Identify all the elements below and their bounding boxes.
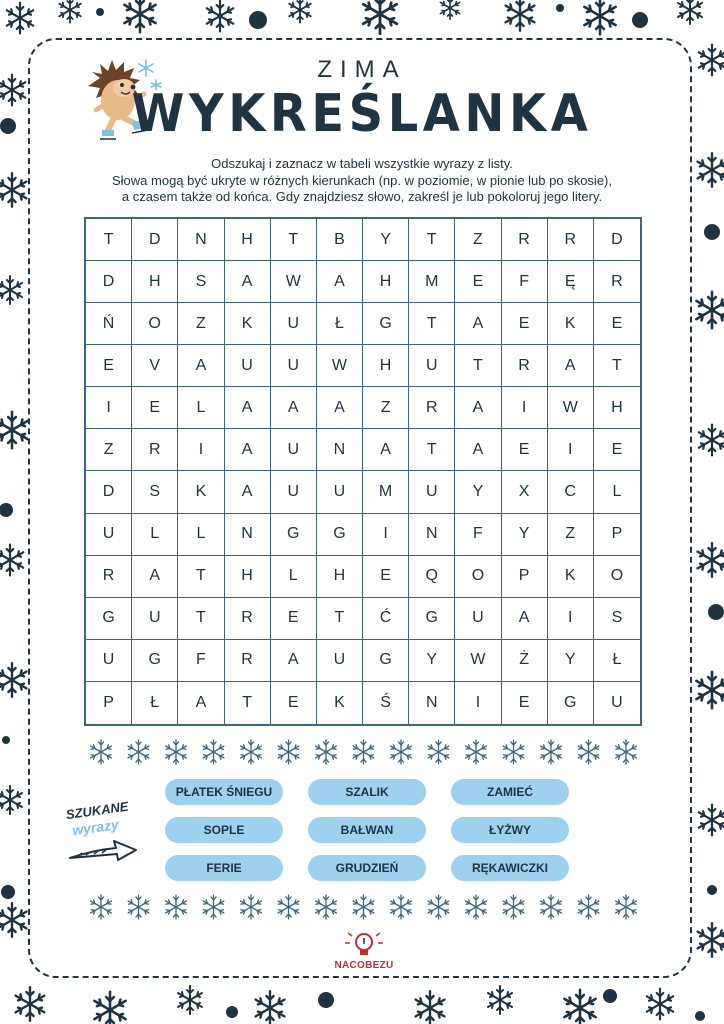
grid-cell[interactable]: M bbox=[363, 471, 409, 513]
snowflake-icon bbox=[241, 895, 262, 919]
grid-cell[interactable]: R bbox=[502, 345, 548, 387]
grid-cell[interactable]: Ę bbox=[548, 261, 594, 303]
grid-cell[interactable]: Y bbox=[548, 640, 594, 682]
word-pill: FERIE bbox=[165, 855, 283, 881]
grid-cell[interactable]: L bbox=[594, 471, 640, 513]
grid-cell[interactable]: U bbox=[86, 514, 132, 556]
grid-cell[interactable]: T bbox=[409, 303, 455, 345]
word-list-label-top: SZUKANE bbox=[64, 798, 130, 823]
grid-cell[interactable]: N bbox=[409, 514, 455, 556]
grid-cell[interactable]: U bbox=[271, 303, 317, 345]
grid-cell[interactable]: R bbox=[594, 261, 640, 303]
grid-cell[interactable]: A bbox=[225, 387, 271, 429]
grid-cell[interactable]: I bbox=[502, 387, 548, 429]
grid-cell[interactable]: H bbox=[363, 261, 409, 303]
grid-cell[interactable]: Ś bbox=[363, 682, 409, 724]
snowflake-icon bbox=[503, 740, 524, 764]
grid-cell[interactable]: N bbox=[409, 682, 455, 724]
worksheet-subtitle: ZIMA bbox=[317, 56, 407, 83]
grid-cell[interactable]: I bbox=[178, 429, 224, 471]
grid-cell[interactable]: U bbox=[225, 345, 271, 387]
snowflake-icon bbox=[503, 895, 524, 919]
snowflake-icon bbox=[278, 740, 299, 764]
instruction-line: Odszukaj i zaznacz w tabeli wszystkie wyrazy z listy. bbox=[211, 156, 513, 171]
grid-cell[interactable]: V bbox=[132, 345, 178, 387]
snowflake-icon bbox=[541, 740, 562, 764]
grid-cell[interactable]: G bbox=[271, 514, 317, 556]
grid-cell[interactable]: U bbox=[409, 345, 455, 387]
grid-cell[interactable]: U bbox=[455, 598, 501, 640]
grid-cell[interactable]: E bbox=[363, 556, 409, 598]
grid-cell[interactable]: G bbox=[548, 682, 594, 724]
grid-cell[interactable]: I bbox=[548, 429, 594, 471]
snowflake-icon bbox=[166, 895, 187, 919]
word-list-label-bottom: wyrazy bbox=[71, 816, 120, 839]
snowflake-icon bbox=[166, 740, 187, 764]
grid-cell[interactable]: K bbox=[548, 303, 594, 345]
worksheet-title: WYKREŚLANKA bbox=[131, 84, 593, 144]
grid-cell[interactable]: Y bbox=[502, 514, 548, 556]
grid-cell[interactable]: K bbox=[548, 556, 594, 598]
grid-cell[interactable]: U bbox=[271, 345, 317, 387]
grid-cell[interactable]: H bbox=[132, 261, 178, 303]
snowflake-icon bbox=[316, 895, 337, 919]
snowflake-icon bbox=[91, 740, 112, 764]
grid-cell[interactable]: Ć bbox=[363, 598, 409, 640]
grid-cell[interactable]: M bbox=[409, 261, 455, 303]
snowflake-icon bbox=[616, 740, 637, 764]
grid-cell[interactable]: U bbox=[86, 640, 132, 682]
grid-cell[interactable]: P bbox=[86, 682, 132, 724]
grid-cell[interactable]: T bbox=[271, 219, 317, 261]
grid-cell[interactable]: Y bbox=[455, 471, 501, 513]
grid-cell[interactable]: Z bbox=[363, 387, 409, 429]
grid-cell[interactable]: I bbox=[86, 387, 132, 429]
grid-cell[interactable]: R bbox=[225, 640, 271, 682]
snowflake-icon bbox=[91, 895, 112, 919]
grid-cell[interactable]: F bbox=[455, 514, 501, 556]
grid-cell[interactable]: W bbox=[455, 640, 501, 682]
grid-cell[interactable]: N bbox=[178, 219, 224, 261]
szukane-wyrazy-label bbox=[64, 798, 144, 868]
grid-cell[interactable]: O bbox=[132, 303, 178, 345]
grid-cell[interactable]: G bbox=[132, 640, 178, 682]
grid-cell[interactable]: Ń bbox=[86, 303, 132, 345]
grid-cell[interactable]: R bbox=[502, 219, 548, 261]
instructions bbox=[80, 156, 644, 206]
grid-cell[interactable]: E bbox=[86, 345, 132, 387]
grid-cell[interactable]: W bbox=[317, 345, 363, 387]
grid-cell[interactable]: A bbox=[225, 429, 271, 471]
grid-cell[interactable]: W bbox=[271, 261, 317, 303]
grid-cell[interactable]: A bbox=[225, 471, 271, 513]
grid-cell[interactable]: A bbox=[455, 429, 501, 471]
grid-cell[interactable]: Ł bbox=[132, 682, 178, 724]
word-pill: ŁYŻWY bbox=[451, 817, 569, 843]
grid-cell[interactable]: D bbox=[132, 219, 178, 261]
word-pill: ZAMIEĆ bbox=[451, 779, 569, 805]
snowflake-icon bbox=[391, 895, 412, 919]
word-pill: GRUDZIEŃ bbox=[308, 855, 426, 881]
grid-cell[interactable]: N bbox=[317, 429, 363, 471]
grid-cell[interactable]: A bbox=[178, 682, 224, 724]
grid-cell[interactable]: T bbox=[409, 429, 455, 471]
grid-cell[interactable]: U bbox=[271, 471, 317, 513]
grid-cell[interactable]: Ż bbox=[502, 640, 548, 682]
grid-cell[interactable]: O bbox=[594, 556, 640, 598]
snowflake-icon bbox=[278, 895, 299, 919]
snowflake-icon bbox=[353, 895, 374, 919]
grid-cell[interactable]: I bbox=[548, 598, 594, 640]
grid-cell[interactable]: K bbox=[178, 471, 224, 513]
grid-cell[interactable]: R bbox=[548, 219, 594, 261]
grid-cell[interactable]: A bbox=[271, 640, 317, 682]
snowflake-icon bbox=[128, 895, 149, 919]
grid-cell[interactable]: Ł bbox=[594, 640, 640, 682]
grid-cell[interactable]: Q bbox=[409, 556, 455, 598]
grid-cell[interactable]: T bbox=[409, 219, 455, 261]
grid-cell[interactable]: F bbox=[178, 640, 224, 682]
brand-logo bbox=[330, 930, 398, 974]
letter-grid bbox=[84, 217, 642, 726]
snowflake-icon bbox=[578, 740, 599, 764]
grid-cell[interactable]: A bbox=[317, 261, 363, 303]
grid-cell[interactable]: L bbox=[271, 556, 317, 598]
word-pill: SOPLE bbox=[165, 817, 283, 843]
grid-cell[interactable]: L bbox=[178, 387, 224, 429]
grid-cell[interactable]: W bbox=[548, 387, 594, 429]
grid-cell[interactable]: A bbox=[225, 261, 271, 303]
grid-cell[interactable]: A bbox=[178, 345, 224, 387]
grid-cell[interactable]: A bbox=[455, 387, 501, 429]
grid-cell[interactable]: E bbox=[502, 682, 548, 724]
word-pill: RĘKAWICZKI bbox=[451, 855, 569, 881]
snowflake-icon bbox=[541, 895, 562, 919]
lightbulb-icon bbox=[330, 930, 398, 960]
grid-cell[interactable]: Z bbox=[548, 514, 594, 556]
grid-cell[interactable]: X bbox=[502, 471, 548, 513]
grid-cell[interactable]: L bbox=[132, 514, 178, 556]
snowflake-icon bbox=[203, 895, 224, 919]
grid-cell[interactable]: H bbox=[225, 219, 271, 261]
grid-cell[interactable]: K bbox=[317, 682, 363, 724]
grid-cell[interactable]: T bbox=[455, 345, 501, 387]
grid-cell[interactable]: S bbox=[594, 598, 640, 640]
snowflake-icon bbox=[578, 895, 599, 919]
grid-cell[interactable]: H bbox=[594, 387, 640, 429]
grid-cell[interactable]: A bbox=[363, 429, 409, 471]
grid-cell[interactable]: A bbox=[271, 387, 317, 429]
grid-cell[interactable]: K bbox=[225, 303, 271, 345]
grid-cell[interactable]: D bbox=[86, 471, 132, 513]
grid-cell[interactable]: N bbox=[225, 514, 271, 556]
grid-cell[interactable]: G bbox=[317, 514, 363, 556]
word-pill: PŁATEK ŚNIEGU bbox=[165, 779, 283, 805]
grid-cell[interactable]: Y bbox=[363, 219, 409, 261]
brand-name: NACOBEZU bbox=[334, 960, 394, 971]
grid-cell[interactable]: U bbox=[409, 471, 455, 513]
word-pill: SZALIK bbox=[308, 779, 426, 805]
grid-cell[interactable]: H bbox=[317, 556, 363, 598]
grid-cell[interactable]: C bbox=[548, 471, 594, 513]
snowflake-divider bbox=[82, 893, 644, 921]
snowflake-icon bbox=[316, 740, 337, 764]
grid-cell[interactable]: E bbox=[502, 429, 548, 471]
grid-cell[interactable]: O bbox=[455, 556, 501, 598]
grid-cell[interactable]: I bbox=[455, 682, 501, 724]
grid-cell[interactable]: R bbox=[225, 598, 271, 640]
grid-cell[interactable]: E bbox=[594, 429, 640, 471]
snowflake-icon bbox=[241, 740, 262, 764]
grid-cell[interactable]: H bbox=[363, 345, 409, 387]
grid-cell[interactable]: E bbox=[132, 387, 178, 429]
grid-cell[interactable]: U bbox=[611, 693, 623, 711]
grid-cell[interactable]: A bbox=[455, 303, 501, 345]
grid-cell[interactable]: D bbox=[594, 219, 640, 261]
grid-cell[interactable]: S bbox=[132, 471, 178, 513]
grid-cell[interactable]: Z bbox=[86, 429, 132, 471]
grid-cell[interactable]: S bbox=[178, 261, 224, 303]
grid-cell[interactable]: F bbox=[502, 261, 548, 303]
grid-cell[interactable]: P bbox=[502, 556, 548, 598]
instruction-line: a czasem także od końca. Gdy znajdziesz słowo, zakreśl je lub pokoloruj jego litery. bbox=[121, 189, 603, 204]
grid-cell[interactable]: T bbox=[178, 556, 224, 598]
snowflake-icon bbox=[428, 740, 449, 764]
grid-cell[interactable]: T bbox=[178, 598, 224, 640]
arrow-right-icon bbox=[70, 841, 136, 860]
grid-cell[interactable]: G bbox=[363, 303, 409, 345]
grid-cell[interactable]: T bbox=[225, 682, 271, 724]
grid-cell[interactable]: Ł bbox=[317, 303, 363, 345]
grid-cell[interactable]: A bbox=[548, 345, 594, 387]
grid-cell[interactable]: Z bbox=[178, 303, 224, 345]
grid-cell[interactable]: E bbox=[455, 261, 501, 303]
snowflake-divider bbox=[82, 738, 644, 766]
grid-cell[interactable]: U bbox=[317, 640, 363, 682]
grid-cell[interactable]: T bbox=[86, 219, 132, 261]
grid-cell[interactable]: G bbox=[86, 598, 132, 640]
grid-cell[interactable]: Y bbox=[409, 640, 455, 682]
grid-cell[interactable]: A bbox=[132, 556, 178, 598]
snowflake-icon bbox=[428, 895, 449, 919]
word-pill: BAŁWAN bbox=[308, 817, 426, 843]
grid-cell[interactable]: G bbox=[363, 640, 409, 682]
grid-cell[interactable]: E bbox=[594, 303, 640, 345]
grid-cell[interactable]: R bbox=[409, 387, 455, 429]
grid-cell[interactable]: G bbox=[409, 598, 455, 640]
grid-cell[interactable]: R bbox=[132, 429, 178, 471]
grid-cell[interactable]: T bbox=[594, 345, 640, 387]
grid-cell[interactable]: P bbox=[594, 514, 640, 556]
grid-cell[interactable]: A bbox=[502, 598, 548, 640]
grid-cell[interactable]: U bbox=[317, 471, 363, 513]
snowflake-icon bbox=[466, 740, 487, 764]
grid-cell[interactable]: B bbox=[317, 219, 363, 261]
grid-cell[interactable]: U bbox=[132, 598, 178, 640]
grid-cell[interactable]: I bbox=[363, 514, 409, 556]
grid-cell[interactable]: E bbox=[271, 682, 317, 724]
grid-cell[interactable]: R bbox=[86, 556, 132, 598]
snowflake-icon bbox=[466, 895, 487, 919]
grid-cell[interactable]: H bbox=[225, 556, 271, 598]
grid-cell[interactable]: Z bbox=[455, 219, 501, 261]
snowflake-icon bbox=[616, 895, 637, 919]
grid-cell[interactable]: A bbox=[317, 387, 363, 429]
grid-cell[interactable]: E bbox=[271, 598, 317, 640]
instruction-line: Słowa mogą być ukryte w różnych kierunkach (np. w poziomie, w pionie lub po skosie), bbox=[111, 172, 612, 188]
snowflake-icon bbox=[128, 740, 149, 764]
grid-cell[interactable]: E bbox=[502, 303, 548, 345]
snowflake-icon bbox=[353, 740, 374, 764]
snowflake-icon bbox=[203, 740, 224, 764]
grid-cell[interactable]: D bbox=[86, 261, 132, 303]
grid-cell[interactable]: U bbox=[271, 429, 317, 471]
grid-cell[interactable]: T bbox=[317, 598, 363, 640]
snowflake-icon bbox=[391, 740, 412, 764]
grid-cell[interactable]: L bbox=[178, 514, 224, 556]
